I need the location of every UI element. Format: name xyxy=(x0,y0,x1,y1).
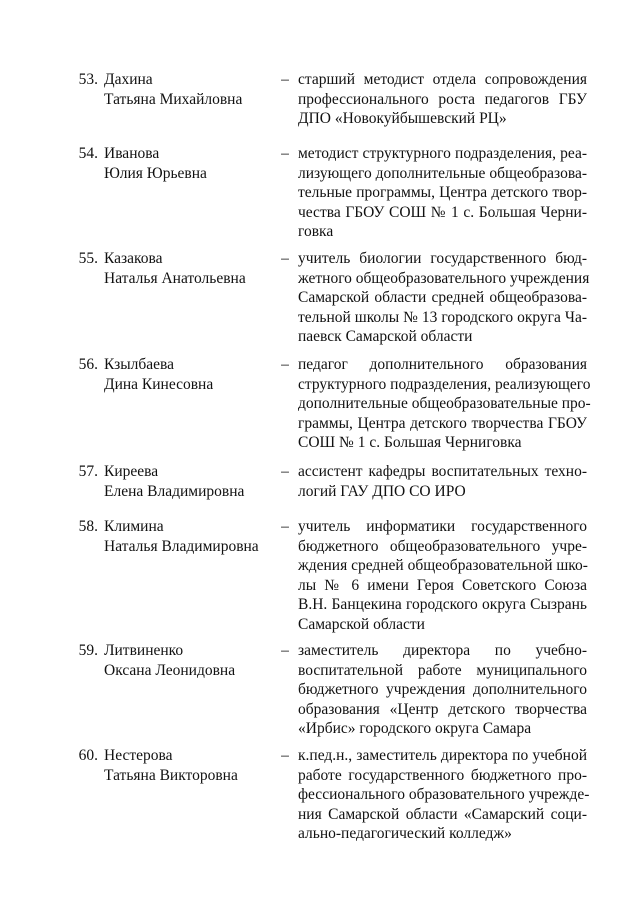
entry-number: 60. xyxy=(78,747,98,764)
description-line: педагог дополнительного образования xyxy=(298,356,587,373)
person-name xyxy=(104,70,274,109)
description-line: дополнительные общеобразовательные про- xyxy=(298,395,591,412)
position-description xyxy=(298,144,587,242)
given-names: Наталья Владимировна xyxy=(104,537,259,555)
surname: Нестерова xyxy=(104,747,173,764)
description-line: профессионального роста педагогов ГБУ xyxy=(298,90,587,108)
description-line: граммы, Центра детского творчества ГБОУ xyxy=(298,414,587,432)
position-description xyxy=(298,70,587,129)
description-line: работе государственного бюджетного про- xyxy=(298,766,587,784)
surname: Дахина xyxy=(104,71,153,88)
description-line: ния Самарской области «Самарский соци- xyxy=(298,805,587,823)
description-line: учитель информатики государственного xyxy=(298,518,587,535)
description-line: В.Н. Банцекина городского округа Сызрань xyxy=(298,596,587,613)
dash-separator: – xyxy=(281,747,289,764)
entry-number: 54. xyxy=(78,145,98,162)
given-names: Оксана Леонидовна xyxy=(104,661,236,679)
dash-separator: – xyxy=(281,518,289,535)
description-line: методист структурного подразделения, реа- xyxy=(298,145,587,162)
description-line: лизующего дополнительные общеобразова- xyxy=(298,164,587,182)
description-line: структурного подразделения, реализующего xyxy=(298,375,591,393)
person-name xyxy=(104,462,274,501)
entry-number: 57. xyxy=(78,463,98,480)
dash-separator: – xyxy=(281,250,289,267)
description-line: тельные программы, Центра детского твор- xyxy=(298,184,587,201)
description-line: образования «Центр детского творчества xyxy=(298,700,587,718)
description-line: ально-педагогический колледж» xyxy=(298,825,512,842)
description-line: заместитель директора по учебно- xyxy=(298,642,587,659)
description-line: Самарской области средней общеобразова- xyxy=(298,289,587,306)
person-name xyxy=(104,641,274,680)
person-name xyxy=(104,517,274,556)
dash-separator: – xyxy=(281,71,289,88)
entry-number: 55. xyxy=(78,250,98,267)
dash-separator: – xyxy=(281,463,289,480)
position-description xyxy=(298,355,591,453)
description-line: бюджетного общеобразовательного учре- xyxy=(298,537,587,555)
person-name xyxy=(104,746,274,785)
dash-separator: – xyxy=(281,145,289,162)
given-names: Юлия Юрьевна xyxy=(104,164,207,182)
entry-number: 56. xyxy=(78,356,98,373)
person-name xyxy=(104,249,274,288)
surname: Литвиненко xyxy=(104,642,184,659)
entry-number: 53. xyxy=(78,71,98,88)
description-line: ассистент кафедры воспитательных техно- xyxy=(298,463,587,480)
given-names: Наталья Анатольевна xyxy=(104,269,246,287)
person-name xyxy=(104,355,274,394)
description-line: к.пед.н., заместитель директора по учебной xyxy=(298,747,587,764)
given-names: Татьяна Викторовна xyxy=(104,766,238,784)
description-line: паевск Самарской области xyxy=(298,328,473,345)
position-description xyxy=(298,746,590,844)
description-line: чества ГБОУ СОШ № 1 с. Большая Черни- xyxy=(298,203,587,221)
dash-separator: – xyxy=(281,356,289,373)
surname: Кзылбаева xyxy=(104,356,175,373)
description-line: фессионального образовательного учрежде- xyxy=(298,786,590,803)
given-names: Елена Владимировна xyxy=(104,482,245,500)
description-line: «Ирбис» городского округа Самара xyxy=(298,720,532,737)
surname: Иванова xyxy=(104,145,160,162)
person-name xyxy=(104,144,274,183)
surname: Киреева xyxy=(104,463,159,480)
position-description xyxy=(298,517,587,634)
description-line: СОШ № 1 с. Большая Черниговка xyxy=(298,434,522,451)
given-names: Дина Кинесовна xyxy=(104,375,214,393)
position-description xyxy=(298,249,590,347)
entry-number: 59. xyxy=(78,642,98,659)
dash-separator: – xyxy=(281,642,289,659)
position-description xyxy=(298,641,587,739)
entry-number: 58. xyxy=(78,518,98,535)
description-line: тельной школы № 13 городского округа Ча- xyxy=(298,308,587,326)
description-line: Самарской области xyxy=(298,615,425,633)
description-line: учитель биологии государственного бюд- xyxy=(298,250,587,267)
position-description xyxy=(298,462,587,501)
description-line: бюджетного учреждения дополнительного xyxy=(298,681,587,698)
description-line: ДПО «Новокуйбышевский РЦ» xyxy=(298,110,507,127)
description-line: говка xyxy=(298,223,334,240)
description-line: жетного общеобразовательного учреждения xyxy=(298,269,590,287)
surname: Климина xyxy=(104,518,164,535)
given-names: Татьяна Михайловна xyxy=(104,90,243,108)
description-line: ждения средней общеобразовательной шко- xyxy=(298,557,588,574)
description-line: старший методист отдела сопровождения xyxy=(298,71,587,88)
surname: Казакова xyxy=(104,250,163,267)
description-line: логий ГАУ ДПО СО ИРО xyxy=(298,482,466,500)
description-line: лы № 6 имени Героя Советского Союза xyxy=(298,576,587,594)
description-line: воспитательной работе муниципального xyxy=(298,661,587,679)
